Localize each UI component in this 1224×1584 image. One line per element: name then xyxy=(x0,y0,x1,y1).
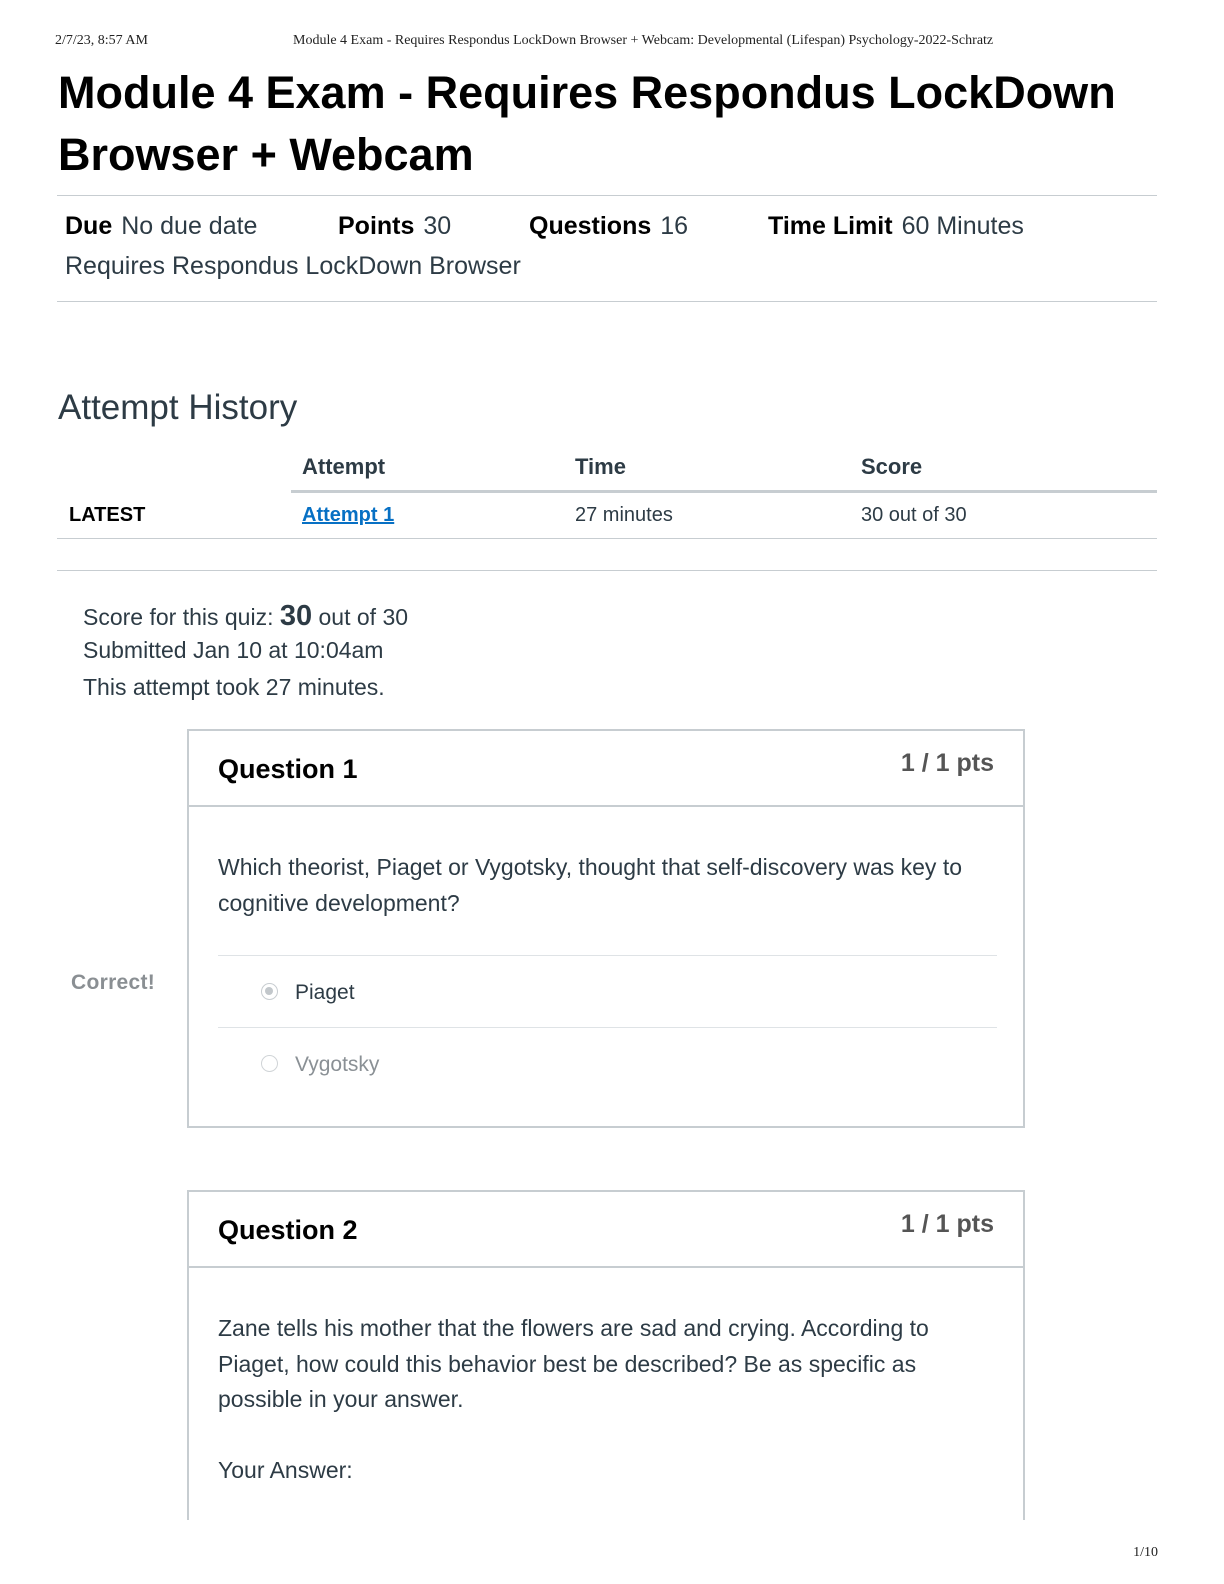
question-1-points: 1 / 1 pts xyxy=(900,749,994,777)
page-title: Module 4 Exam - Requires Respondus LockDown Browser + Webcam xyxy=(58,67,1116,180)
time-limit-value: 60 Minutes xyxy=(901,212,1024,240)
time-limit-detail xyxy=(768,212,1024,241)
column-header-time: Time xyxy=(575,454,626,479)
quiz-score-line xyxy=(83,600,408,637)
points-value: 30 xyxy=(423,212,452,240)
questions-label: Questions xyxy=(529,212,652,240)
print-header xyxy=(55,33,1169,53)
print-datetime: 2/7/23, 8:57 AM xyxy=(55,33,148,48)
question-1 xyxy=(187,729,1025,1128)
attempt-1-link[interactable]: Attempt 1 xyxy=(302,504,395,526)
details-divider xyxy=(57,301,1157,302)
attempt-cell xyxy=(302,504,394,527)
time-cell: 27 minutes xyxy=(575,504,673,526)
answer-divider xyxy=(218,1027,997,1028)
score-cell: 30 out of 30 xyxy=(861,504,967,526)
question-2 xyxy=(187,1190,1025,1520)
due-label: Due xyxy=(65,212,113,240)
your-answer-label: Your Answer: xyxy=(218,1457,353,1483)
latest-tag: LATEST xyxy=(69,504,146,526)
quiz-details xyxy=(65,212,1155,280)
question-1-title: Question 1 xyxy=(218,754,358,784)
attempt-history-table xyxy=(57,448,1157,540)
due-detail xyxy=(65,212,257,241)
column-header-attempt: Attempt xyxy=(302,454,386,479)
questions-value: 16 xyxy=(660,212,689,240)
question-1-text: Which theorist, Piaget or Vygotsky, thought that self-discovery was key to cognitive development? xyxy=(218,854,962,916)
duration-line: This attempt took 27 minutes. xyxy=(83,674,385,700)
lockdown-requirement: Requires Respondus LockDown Browser xyxy=(65,252,521,280)
answer-label: Piaget xyxy=(295,981,355,1004)
attempt-history-title: Attempt History xyxy=(58,388,298,427)
table-row-divider xyxy=(57,538,1157,539)
print-document-title: Module 4 Exam - Requires Respondus LockDown Browser + Webcam: Developmental (Lifespan) Psychology-2022-Schratz xyxy=(293,33,994,48)
column-header-score: Score xyxy=(861,454,923,479)
question-2-header xyxy=(189,1192,1023,1268)
answer-divider xyxy=(218,955,997,956)
title-divider xyxy=(57,195,1157,196)
points-label: Points xyxy=(338,212,415,240)
summary-divider xyxy=(57,570,1157,571)
correct-answer-flag xyxy=(58,966,185,1004)
table-header-divider xyxy=(291,490,1157,493)
score-prefix: Score for this quiz: xyxy=(83,604,280,630)
score-summary xyxy=(83,600,408,711)
due-value: No due date xyxy=(121,212,258,240)
question-1-header xyxy=(189,731,1023,807)
radio-selected-icon xyxy=(261,983,278,1000)
page-number: 1/10 xyxy=(1133,1545,1158,1560)
submitted-line: Submitted Jan 10 at 10:04am xyxy=(83,637,384,663)
points-detail xyxy=(338,212,451,241)
score-value: 30 xyxy=(279,600,313,632)
question-2-points: 1 / 1 pts xyxy=(900,1210,994,1238)
question-2-title: Question 2 xyxy=(218,1215,358,1245)
questions-detail xyxy=(529,212,688,241)
answer-label: Vygotsky xyxy=(295,1053,380,1076)
time-limit-label: Time Limit xyxy=(768,212,893,240)
radio-unselected-icon xyxy=(261,1055,278,1072)
correct-flag-text: Correct! xyxy=(71,971,156,994)
score-suffix: out of 30 xyxy=(312,604,409,630)
question-2-text: Zane tells his mother that the flowers are sad and crying. According to Piaget, how could this behavior best be described? Be as specific as possible in your answer. xyxy=(218,1315,929,1412)
